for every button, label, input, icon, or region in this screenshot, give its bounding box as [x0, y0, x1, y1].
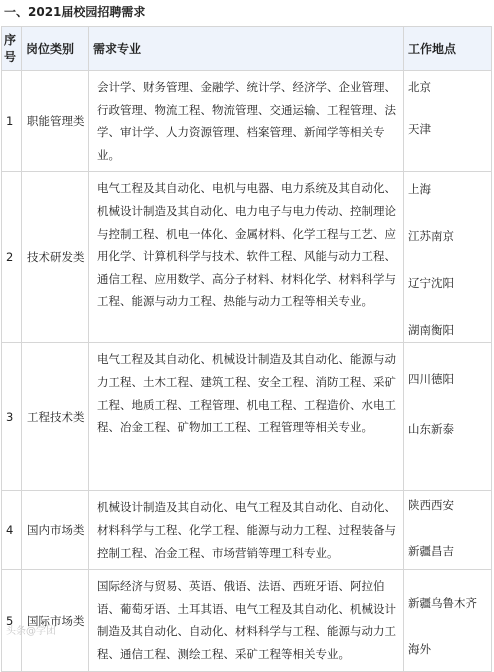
row-category: 职能管理类: [22, 71, 89, 172]
row-locations: [404, 71, 492, 172]
row-number: 1: [2, 71, 22, 172]
header-no: 序号: [2, 27, 22, 71]
watermark-text: 头条@学团: [6, 626, 56, 637]
location-item: 上海: [408, 182, 431, 197]
recruitment-table: [1, 26, 492, 672]
location-item: 新疆乌鲁木齐: [408, 596, 477, 611]
row-category: 技术研发类: [22, 172, 89, 343]
row-locations: [404, 570, 492, 672]
header-category: 岗位类别: [22, 27, 89, 71]
row-major: 国际经济与贸易、英语、俄语、法语、西班牙语、阿拉伯语、葡萄牙语、土耳其语、电气工程及其自动化、机械设计制造及其自动化、自动化、材料科学与工程、能源与动力工程、通信工程、测绘工程、采矿工程等相关专业。: [89, 570, 404, 672]
header-major: 需求专业: [89, 27, 404, 71]
row-locations: [404, 343, 492, 491]
row-category: 国际市场类: [22, 570, 89, 672]
location-item: 江苏南京: [408, 229, 454, 244]
section-title: 一、2021届校园招聘需求: [4, 5, 146, 19]
row-locations: [404, 172, 492, 343]
location-item: 湖南衡阳: [408, 323, 454, 338]
location-item: 海外: [408, 642, 431, 657]
row-major: 机械设计制造及其自动化、电气工程及其自动化、自动化、材料科学与工程、化学工程、能源与动力工程、过程装备与控制工程、冶金工程、市场营销等理工科专业。: [89, 491, 404, 570]
location-item: 天津: [408, 122, 431, 136]
row-major: 会计学、财务管理、金融学、统计学、经济学、企业管理、行政管理、物流工程、物流管理、交通运输、工程管理、法学、审计学、人力资源管理、档案管理、新闻学等相关专业。: [89, 71, 404, 172]
row-number: 5: [2, 570, 22, 672]
row-major: 电气工程及其自动化、电机与电器、电力系统及其自动化、机械设计制造及其自动化、电力电子与电力传动、控制理论与控制工程、机电一体化、金属材料、化学工程与工艺、应用化学、计算机科学与技术、软件工程、风能与动力工程、通信工程、应用数学、高分子材料、材料化学、材料科学与工程、能源与动力工程、热能与动力工程等相关专业。: [89, 172, 404, 343]
table-header-row: [2, 27, 492, 71]
row-number: 4: [2, 491, 22, 570]
row-major: 电气工程及其自动化、机械设计制造及其自动化、能源与动力工程、土木工程、建筑工程、安全工程、消防工程、采矿工程、地质工程、工程管理、机电工程、工程造价、水电工程、冶金工程、矿物加工工程、工程管理等相关专业。: [89, 343, 404, 491]
row-category: 工程技术类: [22, 343, 89, 491]
table-row: [2, 71, 492, 172]
table-row: [2, 172, 492, 343]
table-row: [2, 343, 492, 491]
location-item: 辽宁沈阳: [408, 276, 454, 291]
location-item: 山东新泰: [408, 422, 454, 437]
table-row: [2, 491, 492, 570]
row-number: 2: [2, 172, 22, 343]
location-item: 北京: [408, 80, 431, 94]
location-item: 新疆昌吉: [408, 544, 454, 559]
row-category: 国内市场类: [22, 491, 89, 570]
table-row: [2, 570, 492, 672]
location-item: 四川德阳: [408, 372, 454, 387]
header-location: 工作地点: [404, 27, 492, 71]
row-number: 3: [2, 343, 22, 491]
row-locations: [404, 491, 492, 570]
location-item: 陕西西安: [408, 498, 454, 513]
